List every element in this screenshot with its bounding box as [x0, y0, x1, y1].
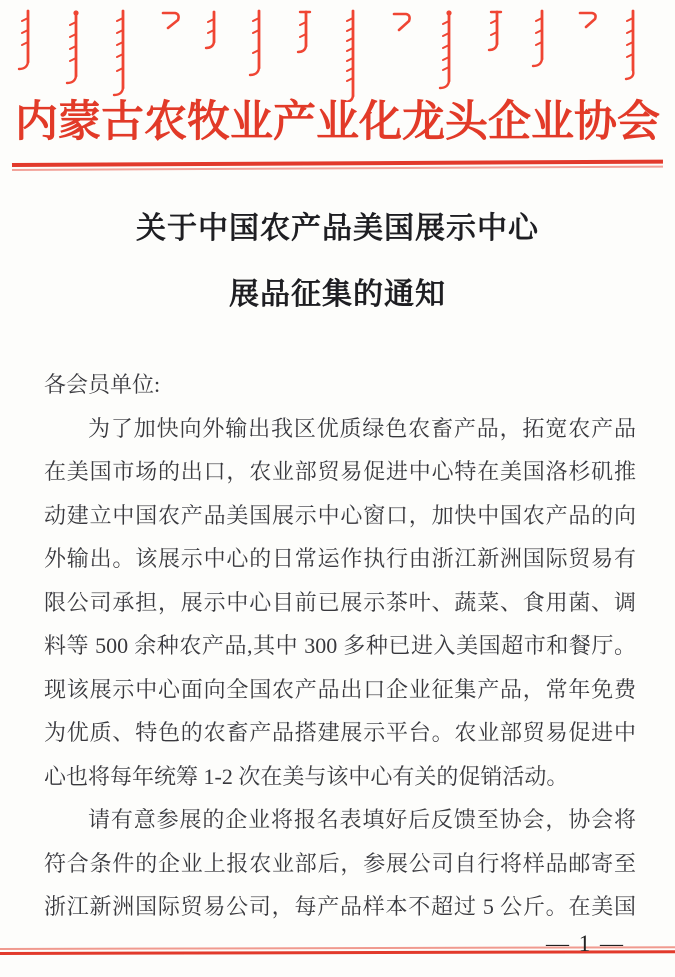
body-line: 现该展示中心面向全国农产品出口企业征集产品，常年免费	[44, 676, 636, 702]
doc-title-line1: 关于中国农产品美国展示中心	[136, 212, 539, 245]
body-line: 料等 500 余种农产品,其中 300 多种已进入美国超市和餐厅。	[44, 633, 636, 658]
body-line: 在美国市场的出口，农业部贸易促进中心特在美国洛杉矶推	[44, 459, 636, 484]
body-line: 外输出。该展示中心的日常运作执行由浙江新洲国际贸易有	[44, 546, 636, 571]
header-rule	[12, 160, 663, 171]
body-line: 限公司承担，展示中心目前已展示茶叶、蔬菜、食用菌、调	[44, 589, 636, 615]
body-line: 为了加快向外输出我区优质绿色农畜产品，拓宽农产品	[88, 415, 636, 441]
body-line: 符合条件的企业上报农业部后，参展公司自行将样品邮寄至	[44, 850, 636, 876]
body-text	[44, 363, 636, 929]
doc-title-line2: 展品征集的通知	[229, 278, 446, 311]
org-title: 内蒙古农牧业产业化龙头企业协会	[15, 99, 660, 146]
body-line: 动建立中国农产品美国展示中心窗口，加快中国农产品的向	[44, 502, 636, 528]
body-line: 浙江新洲国际贸易公司，每产品样本不超过 5 公斤。在美国	[44, 894, 636, 919]
salutation: 各会员单位:	[44, 372, 161, 397]
body-line: 心也将每年统筹 1-2 次在美与该中心有关的促销活动。	[44, 763, 569, 789]
body-line: 请有意参展的企业将报名表填好后反馈至协会，协会将	[88, 807, 636, 832]
page-number: — 1 —	[546, 931, 625, 956]
body-line: 为优质、特色的农畜产品搭建展示平台。农业部贸易促进中	[44, 720, 636, 745]
